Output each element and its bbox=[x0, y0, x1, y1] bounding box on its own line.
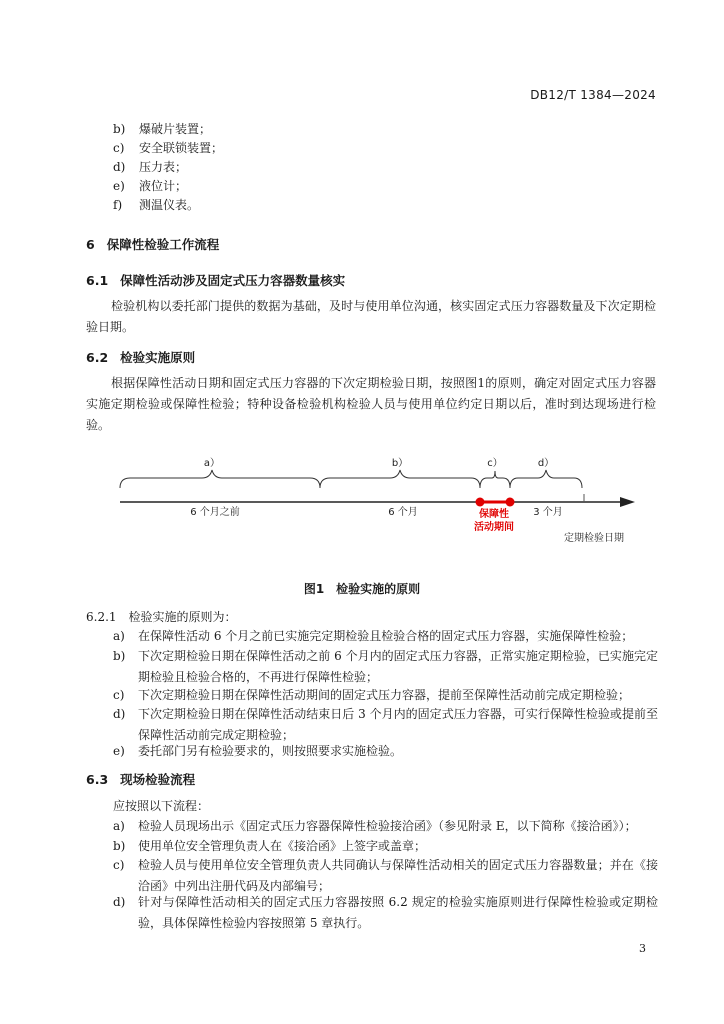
list-item bbox=[113, 626, 658, 647]
segment-label-6-months: 6 个月 bbox=[388, 507, 418, 518]
list-text: 针对与保障性活动相关的固定式压力容器按照 6.2 规定的检验实施原则进行保障性检验或定期检验，具体保障性检验内容按照第 5 章执行。 bbox=[138, 895, 658, 930]
section-title: 现场检验流程 bbox=[120, 772, 196, 787]
section-heading-6-2 bbox=[86, 348, 195, 366]
list-marker: c) bbox=[113, 141, 125, 155]
list-text: 委托部门另有检验要求的，则按照要求实施检验。 bbox=[138, 744, 403, 758]
list-text: 安全联锁装置； bbox=[139, 141, 224, 155]
list-item bbox=[113, 892, 658, 934]
list-marker: b) bbox=[113, 839, 126, 853]
list-item bbox=[113, 121, 211, 137]
section-title: 保障性检验工作流程 bbox=[106, 237, 220, 252]
list-marker: e) bbox=[113, 179, 125, 193]
list-item bbox=[113, 741, 658, 762]
list-marker: d) bbox=[113, 160, 126, 174]
list-marker: a) bbox=[113, 629, 125, 643]
figure-1-diagram bbox=[90, 452, 650, 552]
section-heading-6-2-1 bbox=[86, 609, 237, 625]
list-text: 使用单位安全管理负责人在《接洽函》上签字或盖章； bbox=[138, 839, 427, 853]
list-item bbox=[113, 646, 658, 688]
list-text: 下次定期检验日期在保障性活动结束日后 3 个月内的固定式压力容器，可实行保障性检验或提前至保障性活动前完成定期检验； bbox=[138, 707, 658, 742]
list-text: 测温仪表。 bbox=[139, 198, 200, 212]
list-text: 液位计； bbox=[139, 179, 188, 193]
list-marker: a) bbox=[113, 819, 125, 833]
list-item bbox=[113, 685, 658, 706]
section-number: 6.2.1 bbox=[86, 610, 117, 624]
section-heading-6-1 bbox=[86, 271, 345, 289]
list-text: 爆破片装置； bbox=[139, 122, 212, 136]
list-marker: d) bbox=[113, 895, 126, 909]
brace-b bbox=[320, 470, 480, 488]
list-marker: e) bbox=[113, 744, 125, 758]
list-marker: f) bbox=[113, 198, 123, 212]
list-item bbox=[113, 836, 658, 857]
list-marker: c) bbox=[113, 858, 125, 872]
list-text: 下次定期检验日期在保障性活动之前 6 个月内的固定式压力容器，正常实施定期检验，已实施完定期检验且检验合格的，不再进行保障性检验； bbox=[138, 649, 658, 684]
section-6-3-lead: 应按照以下流程： bbox=[113, 799, 210, 813]
list-marker: c) bbox=[113, 688, 125, 702]
section-number: 6 bbox=[86, 237, 95, 252]
axis-end-label: 定期检验日期 bbox=[564, 533, 624, 544]
section-title: 检验实施原则 bbox=[120, 350, 196, 365]
segment-label-before-6-months: 6 个月之前 bbox=[190, 507, 240, 518]
list-text: 检验人员现场出示《固定式压力容器保障性检验接洽函》（参见附录 E，以下简称《接洽函》）； bbox=[138, 819, 637, 833]
list-text: 压力表； bbox=[139, 160, 188, 174]
brace-label-b: b） bbox=[391, 458, 409, 469]
section-heading-6 bbox=[86, 235, 219, 253]
page-number: 3 bbox=[639, 942, 646, 955]
list-item bbox=[113, 855, 658, 897]
document-code: DB12/T 1384—2024 bbox=[530, 88, 656, 102]
list-text: 在保障性活动 6 个月之前已实施完定期检验且检验合格的固定式压力容器，实施保障性检验； bbox=[138, 629, 634, 643]
section-6-2-paragraph: 根据保障性活动日期和固定式压力容器的下次定期检验日期，按照图1的原则，确定对固定式压力容器实施定期检验或保障性检验；特种设备检验机构检验人员与使用单位约定日期以后，准时到达现场进行检验。 bbox=[86, 376, 656, 432]
activity-end-marker bbox=[506, 498, 515, 507]
section-number: 6.1 bbox=[86, 273, 109, 288]
brace-label-a: a） bbox=[203, 458, 221, 469]
brace-label-c: c） bbox=[487, 458, 503, 469]
section-title: 检验实施的原则为： bbox=[128, 610, 237, 624]
section-number: 6.3 bbox=[86, 772, 109, 787]
list-item bbox=[113, 140, 223, 156]
brace-label-d: d） bbox=[537, 458, 555, 469]
list-item bbox=[113, 197, 199, 213]
axis-arrow-icon bbox=[620, 497, 635, 507]
brace-c bbox=[480, 471, 510, 488]
brace-a bbox=[120, 470, 320, 488]
segment-label-3-months: 3 个月 bbox=[533, 507, 563, 518]
section-title: 保障性活动涉及固定式压力容器数量核实 bbox=[120, 273, 346, 288]
list-marker: d) bbox=[113, 707, 126, 721]
list-item bbox=[113, 704, 658, 746]
activity-start-marker bbox=[476, 498, 485, 507]
figure-caption: 图1 检验实施的原则 bbox=[303, 582, 421, 596]
list-text: 检验人员与使用单位安全管理负责人共同确认与保障性活动相关的固定式压力容器数量；并在《接洽函》中列出注册代码及内部编号； bbox=[138, 858, 658, 893]
brace-d bbox=[510, 470, 582, 488]
section-6-1-paragraph: 检验机构以委托部门提供的数据为基础，及时与使用单位沟通，核实固定式压力容器数量及下次定期检验日期。 bbox=[86, 299, 656, 334]
list-item bbox=[113, 816, 658, 837]
list-item bbox=[113, 178, 187, 194]
section-heading-6-3 bbox=[86, 770, 195, 788]
activity-label-line1: 保障性 bbox=[479, 509, 509, 520]
activity-label-line2: 活动期间 bbox=[474, 522, 514, 533]
list-item bbox=[113, 159, 187, 175]
list-text: 下次定期检验日期在保障性活动期间的固定式压力容器，提前至保障性活动前完成定期检验； bbox=[138, 688, 631, 702]
list-marker: b) bbox=[113, 122, 126, 136]
list-marker: b) bbox=[113, 649, 126, 663]
section-number: 6.2 bbox=[86, 350, 109, 365]
